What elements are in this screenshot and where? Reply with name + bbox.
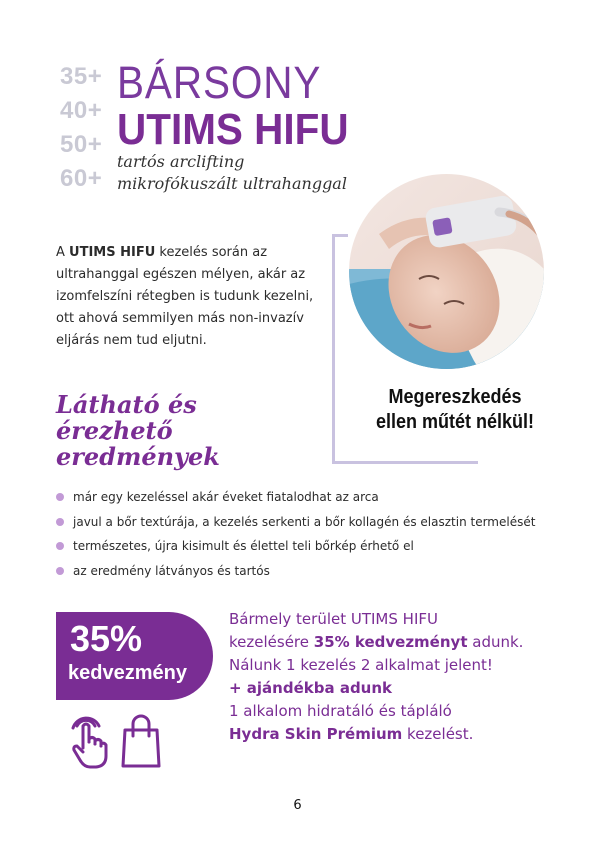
intro-prefix: A: [56, 245, 70, 260]
age-60: 60+: [60, 165, 103, 192]
offer-line4: [229, 677, 569, 700]
benefit-list: [56, 485, 576, 583]
frame-bottom-line: [332, 461, 478, 464]
age-35: 35+: [60, 63, 103, 90]
list-item: az eredmény látványos és tartós: [56, 559, 576, 584]
discount-badge: [56, 612, 213, 700]
offer-line2-a: kezelésére: [229, 633, 314, 651]
results-line2: érezhető: [56, 416, 173, 445]
offer-text: [229, 608, 569, 746]
offer-line2-c: adunk.: [467, 633, 524, 651]
list-item: természetes, újra kisimult és élettel teli bőrkép érhető el: [56, 534, 576, 559]
brand-top-title: BÁRSONY: [117, 57, 322, 108]
list-item: javul a bőr textúrája, a kezelés serkenti a bőr kollagén és elasztin termelését: [56, 510, 576, 535]
results-line1: Látható és: [56, 390, 197, 419]
results-line3: eredmények: [56, 442, 220, 471]
offer-line3: Nálunk 1 kezelés 2 alkalmat jelent!: [229, 656, 493, 674]
treatment-photo-illustration: [349, 174, 544, 369]
offer-line6-rest: kezelést.: [402, 725, 474, 743]
brand-subtitle: tartós arclifting mikrofókuszált ultrahanggal: [117, 152, 347, 193]
page-number: 6: [293, 798, 302, 813]
offer-line2-bold: 35% kedvezményt: [313, 633, 468, 651]
offer-line6-bold: Hydra Skin Prémium: [229, 725, 403, 743]
discount-percent: 35%: [70, 618, 143, 659]
age-40: 40+: [60, 97, 103, 124]
brand-main-title: UTIMS HIFU: [117, 105, 349, 154]
intro-paragraph: [56, 242, 314, 352]
offer-line6: [229, 723, 569, 746]
intro-bold: UTIMS HIFU: [69, 245, 156, 260]
discount-word: kedvezmény: [68, 662, 187, 684]
offer-line2: [229, 631, 569, 654]
age-50: 50+: [60, 131, 103, 158]
tagline-line2: ellen műtét nélkül!: [375, 411, 535, 433]
offer-line4-bold: + ajándékba adunk: [229, 679, 393, 697]
tagline-line1: Megereszkedés: [388, 386, 522, 408]
treatment-photo: [349, 174, 544, 369]
tagline: [352, 385, 559, 435]
touch-hand-icon: [70, 712, 108, 774]
results-heading: [56, 392, 220, 470]
age-list: [60, 60, 108, 196]
intro-rest: kezelés során az ultrahanggal egészen mélyen, akár az izomfelszíni rétegben is tudunk kezelni, ott ahová semmilyen más non-invazív eljárás nem tud eljutni.: [56, 245, 314, 348]
offer-line5: 1 alkalom hidratáló és tápláló: [229, 702, 452, 720]
frame-left-line: [332, 234, 335, 464]
offer-line1: Bármely terület UTIMS HIFU: [229, 610, 438, 628]
shopping-bag-icon: [121, 712, 161, 772]
list-item: már egy kezeléssel akár éveket fiatalodhat az arca: [56, 485, 576, 510]
